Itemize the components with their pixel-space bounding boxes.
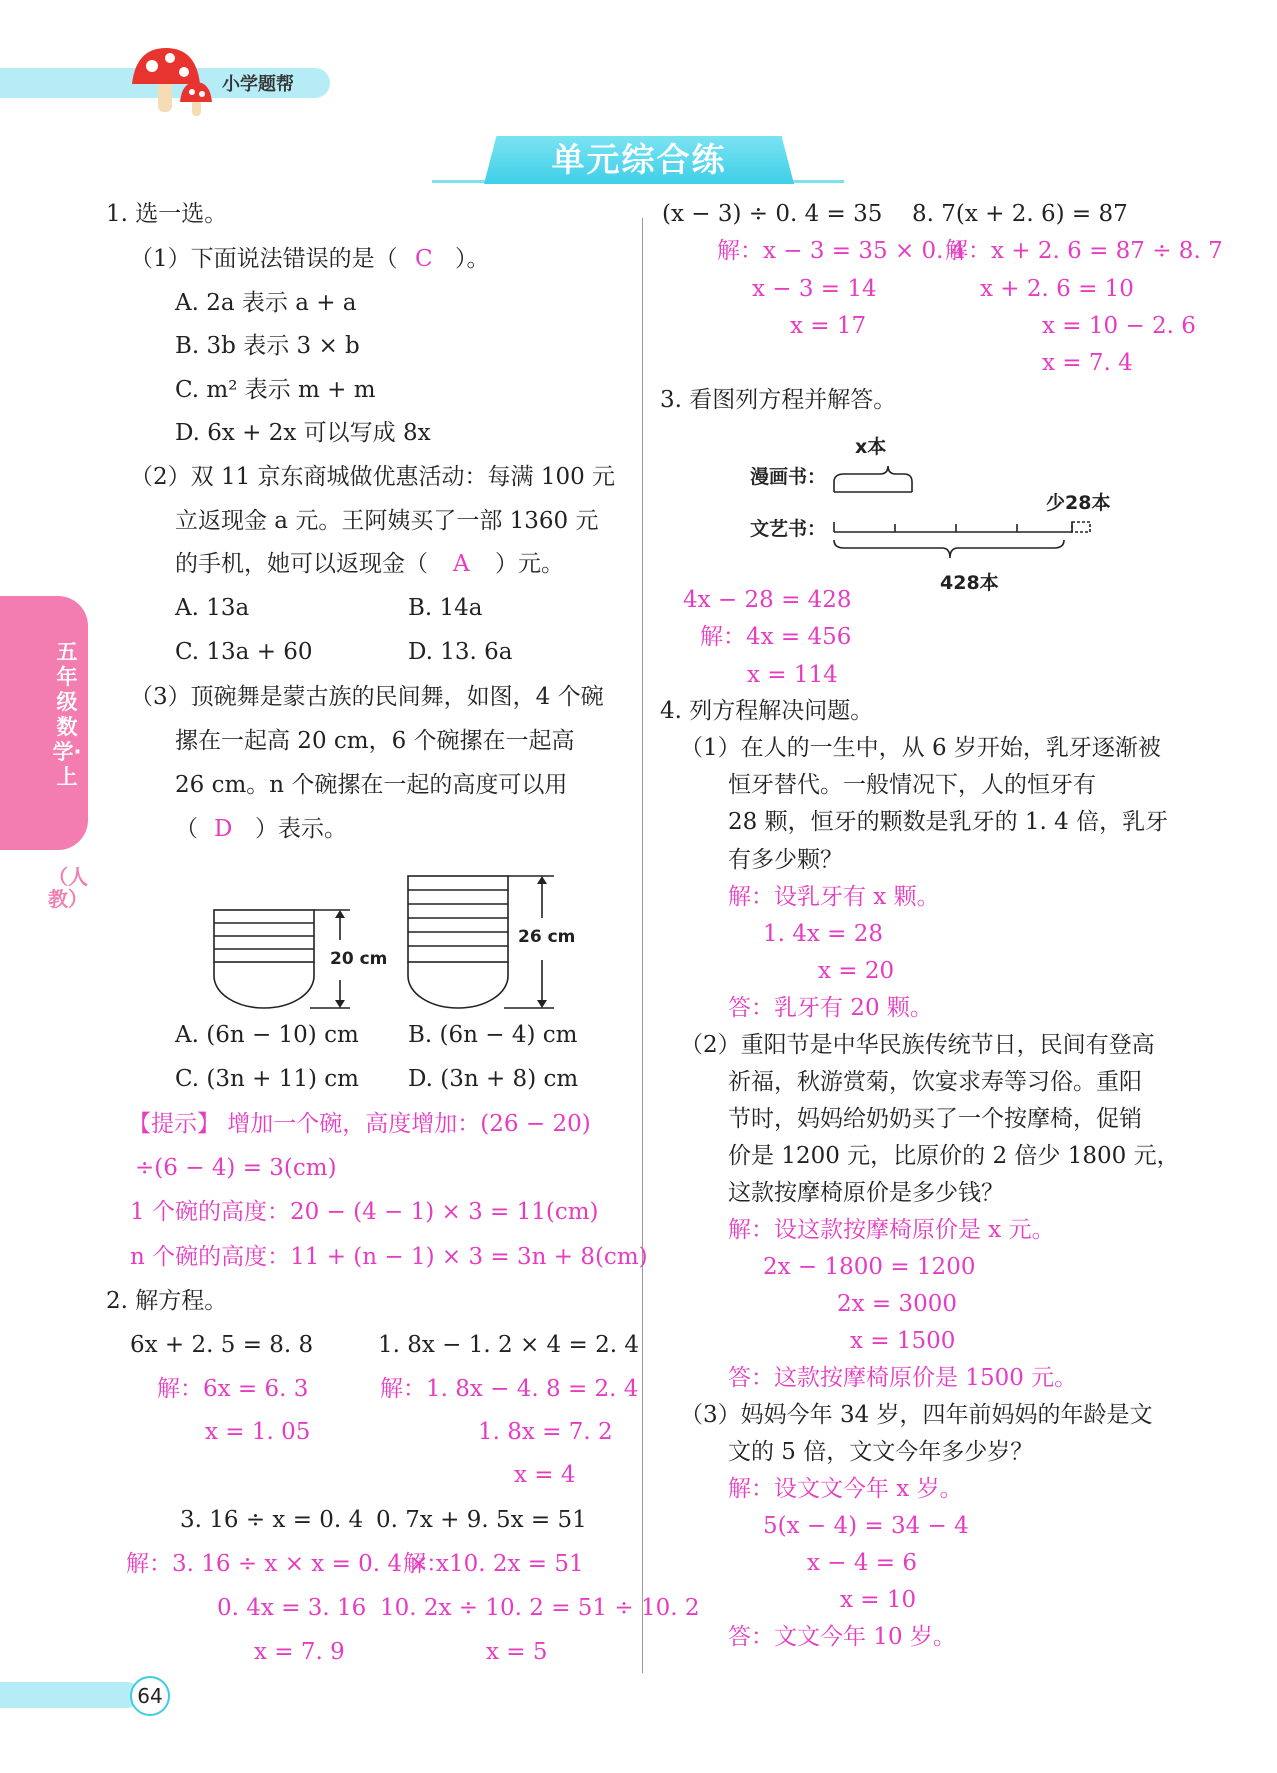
right-answer-line: x = 10 − 2. 6: [1042, 313, 1196, 339]
literature-books-label: 文艺书：: [750, 518, 827, 540]
left-text-line: （1）下面说法错误的是（: [130, 246, 398, 272]
right-answer-line: 4x − 28 = 428: [683, 587, 852, 613]
right-answer-line: x = 1500: [850, 1328, 956, 1354]
left-answer-line: 0. 4x = 3. 16: [217, 1595, 367, 1621]
page-number: 64: [130, 1676, 170, 1716]
comic-books-label: 漫画书：: [750, 466, 827, 488]
left-answer-line: 解：3. 16 ÷ x × x = 0. 4 × x: [126, 1551, 449, 1577]
left-answer-line: n 个碗的高度：11 + (n − 1) × 3 = 3n + 8(cm): [130, 1244, 648, 1270]
left-text-line: （2）双 11 京东商城做优惠活动：每满 100 元: [130, 464, 616, 490]
comic-books-value: x本: [855, 436, 887, 458]
left-answer-line: ÷(6 − 4) = 3(cm): [135, 1155, 337, 1181]
left-text-line: D. (3n + 8) cm: [408, 1066, 579, 1092]
left-text-line: 摞在一起高 20 cm，6 个碗摞在一起高: [175, 728, 575, 754]
footer-band: [0, 1682, 140, 1708]
right-answer-line: 5(x − 4) = 34 − 4: [763, 1513, 969, 1539]
grade-label: 五年级数学·上: [52, 640, 82, 789]
right-answer-line: 解：x + 2. 6 = 87 ÷ 8. 7: [945, 238, 1223, 264]
right-text-line: 3. 看图列方程并解答。: [660, 387, 897, 413]
left-text-line: ）元。: [495, 551, 564, 577]
left-text-line: 2. 解方程。: [106, 1288, 228, 1314]
left-text-line: 1. 8x − 1. 2 × 4 = 2. 4: [378, 1332, 639, 1358]
left-text-line: 1. 选一选。: [106, 201, 228, 227]
right-answer-line: x = 20: [818, 958, 895, 984]
right-text-line: （3）妈妈今年 34 岁，四年前妈妈的年龄是文: [680, 1402, 1153, 1428]
left-text-line: B. 3b 表示 3 × b: [175, 333, 360, 359]
left-text-line: C. m² 表示 m + m: [175, 377, 376, 403]
total-books-label: 428本: [940, 572, 999, 594]
brand-name: 小学题帮: [222, 74, 294, 95]
left-answer-line: x = 1. 05: [205, 1419, 311, 1445]
right-answer-line: x − 4 = 6: [807, 1550, 918, 1576]
right-answer-line: x + 2. 6 = 10: [980, 276, 1134, 302]
right-text-line: (x − 3) ÷ 0. 4 = 35: [662, 201, 883, 227]
height-label-large: 26 cm: [518, 927, 576, 947]
right-text-line: 价是 1200 元，比原价的 2 倍少 1800 元，: [728, 1143, 1180, 1169]
left-answer-line: x = 5: [486, 1639, 548, 1665]
right-answer-line: 解：4x = 456: [700, 624, 852, 650]
left-answer-line: x = 4: [514, 1462, 576, 1488]
left-text-line: A. (6n − 10) cm: [175, 1022, 359, 1048]
left-text-line: 26 cm。n 个碗摞在一起的高度可以用: [175, 772, 568, 798]
left-answer-line: A: [453, 551, 470, 577]
column-divider: [642, 218, 643, 1673]
right-text-line: 祈福，秋游赏菊，饮宴求寿等习俗。重阳: [728, 1069, 1142, 1095]
left-answer-line: 1 个碗的高度：20 − (4 − 1) × 3 = 11(cm): [130, 1199, 599, 1225]
left-text-line: C. (3n + 11) cm: [175, 1066, 359, 1092]
right-answer-line: 解：设文文今年 x 岁。: [728, 1476, 963, 1502]
right-text-line: （2）重阳节是中华民族传统节日，民间有登高: [680, 1032, 1155, 1058]
left-text-line: 0. 7x + 9. 5x = 51: [376, 1507, 587, 1533]
left-text-line: D. 6x + 2x 可以写成 8x: [175, 420, 431, 446]
right-answer-line: x − 3 = 14: [752, 276, 877, 302]
right-answer-line: x = 114: [747, 662, 838, 688]
left-text-line: A. 2a 表示 a + a: [175, 290, 357, 316]
mushroom-icon: [128, 42, 218, 116]
right-answer-line: 答：文文今年 10 岁。: [728, 1624, 956, 1650]
right-answer-line: 答：乳牙有 20 颗。: [728, 995, 933, 1021]
left-text-line: ）。: [455, 246, 490, 272]
left-answer-line: x = 7. 9: [254, 1639, 345, 1665]
left-text-line: （: [175, 816, 198, 842]
right-text-line: 有多少颗？: [728, 847, 843, 873]
right-text-line: 8. 7(x + 2. 6) = 87: [912, 201, 1128, 227]
left-answer-line: 10. 2x ÷ 10. 2 = 51 ÷ 10. 2: [380, 1595, 700, 1621]
left-answer-line: 解：6x = 6. 3: [157, 1376, 309, 1402]
left-answer-line: 1. 8x = 7. 2: [478, 1419, 613, 1445]
left-text-line: B. (6n − 4) cm: [408, 1022, 578, 1048]
right-text-line: 文的 5 倍，文文今年多少岁？: [728, 1439, 1034, 1465]
left-text-line: D. 13. 6a: [408, 639, 513, 665]
left-text-line: B. 14a: [408, 595, 483, 621]
right-text-line: 节时，妈妈给奶奶买了一个按摩椅，促销: [728, 1106, 1142, 1132]
left-answer-line: 解：10. 2x = 51: [403, 1551, 584, 1577]
right-text-line: 恒牙替代。一般情况下，人的恒牙有: [728, 772, 1096, 798]
right-text-line: 4. 列方程解决问题。: [660, 698, 874, 724]
right-answer-line: x = 17: [790, 313, 867, 339]
left-answer-line: 解：1. 8x − 4. 8 = 2. 4: [380, 1376, 639, 1402]
left-text-line: 立返现金 a 元。王阿姨买了一部 1360 元: [175, 508, 599, 534]
height-label-small: 20 cm: [330, 949, 388, 969]
left-text-line: （3）顶碗舞是蒙古族的民间舞，如图，4 个碗: [130, 684, 604, 710]
left-text-line: A. 13a: [175, 595, 250, 621]
right-answer-line: 答：这款按摩椅原价是 1500 元。: [728, 1365, 1078, 1391]
right-text-line: 28 颗，恒牙的颗数是乳牙的 1. 4 倍，乳牙: [728, 809, 1169, 835]
right-answer-line: 解：x − 3 = 35 × 0. 4: [717, 238, 966, 264]
left-text-line: C. 13a + 60: [175, 639, 313, 665]
right-answer-line: x = 7. 4: [1042, 350, 1133, 376]
right-answer-line: 解：设乳牙有 x 颗。: [728, 884, 940, 910]
right-answer-line: 2x − 1800 = 1200: [763, 1254, 976, 1280]
left-answer-line: 【提示】 增加一个碗，高度增加：(26 − 20): [128, 1111, 591, 1137]
left-answer-line: D: [214, 816, 233, 842]
left-text-line: 3. 16 ÷ x = 0. 4: [180, 1507, 364, 1533]
right-answer-line: 1. 4x = 28: [763, 921, 884, 947]
right-text-line: 这款按摩椅原价是多少钱？: [728, 1180, 1004, 1206]
right-text-line: （1）在人的一生中，从 6 岁开始，乳牙逐渐被: [680, 735, 1161, 761]
left-answer-line: C: [415, 246, 433, 272]
right-answer-line: 2x = 3000: [837, 1291, 958, 1317]
edition-label: （人教）: [48, 865, 88, 911]
right-answer-line: 解：设这款按摩椅原价是 x 元。: [728, 1217, 1055, 1243]
left-text-line: ）表示。: [255, 816, 347, 842]
left-text-line: 6x + 2. 5 = 8. 8: [130, 1332, 314, 1358]
left-text-line: 的手机，她可以返现金（: [175, 551, 428, 577]
right-answer-line: x = 10: [840, 1587, 917, 1613]
shortage-label: 少28本: [1046, 492, 1111, 514]
unit-title: 单元综合练: [551, 140, 727, 179]
